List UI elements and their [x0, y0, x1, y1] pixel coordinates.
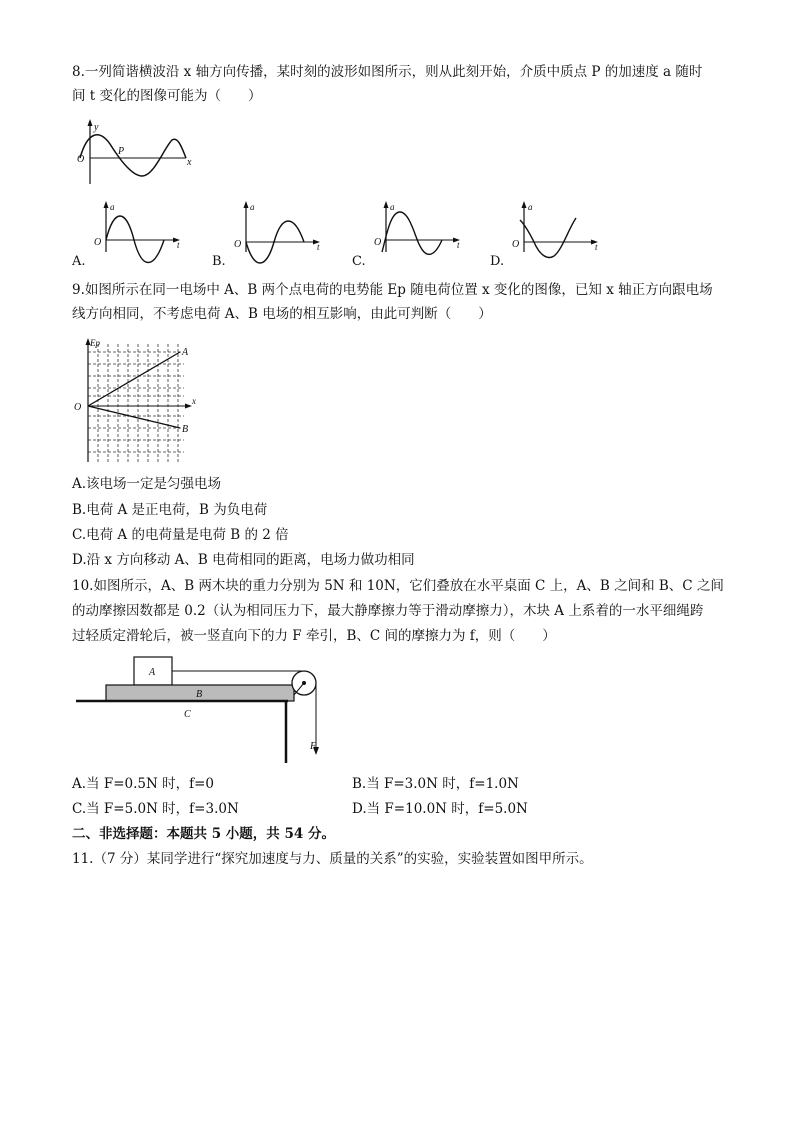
- graph-b-label: a: [250, 202, 255, 212]
- q8-option-b-label: B.: [212, 254, 226, 269]
- q10-stem-line1: 10.如图所示，A、B 两木块的重力分别为 5N 和 10N，它们叠放在水平桌面 C 上，A、B 之间和 B、C 之间: [72, 578, 724, 594]
- q8-option-a-graph: [92, 200, 187, 255]
- q9-option-d: D.沿 x 方向移动 A、B 电荷相同的距离，电场力做功相同: [72, 552, 415, 568]
- q10-stem-line3: 过轻质定滑轮后，被一竖直向下的力 F 牵引，B、C 间的摩擦力为 f，则（ ）: [72, 628, 556, 644]
- q11-stem: 11.（7 分）某同学进行“探究加速度与力、质量的关系”的实验，实验装置如图甲所示。: [72, 851, 593, 867]
- q8-option-d-label: D.: [490, 254, 505, 269]
- graph-a-label: a: [110, 202, 115, 212]
- q9-ep-graph: [70, 336, 205, 466]
- graph-c-label: a: [390, 202, 395, 212]
- q9-stem-line2: 线方向相同，不考虑电荷 A、B 电场的相互影响，由此可判断（ ）: [72, 306, 492, 322]
- q8-stem-line2: 间 t 变化的图像可能为（ ）: [72, 88, 262, 104]
- q10-option-c: C.当 F=5.0N 时，f=3.0N: [72, 801, 239, 817]
- ep-axis-label: Ep: [90, 338, 100, 348]
- x-axis-label: x: [192, 396, 196, 406]
- wave-p-label: P: [118, 146, 125, 157]
- q10-stem-line2: 的动摩擦因数都是 0.2（认为相同压力下，最大静摩擦力等于滑动摩擦力），木块 A 上系着的一水平细绳跨: [72, 603, 704, 619]
- q9-stem-line1: 9.如图所示在同一电场中 A、B 两个点电荷的电势能 Ep 随电荷位置 x 变化的图像，已知 x 轴正方向跟电场: [72, 282, 713, 298]
- q10-option-a: A.当 F=0.5N 时，f=0: [72, 776, 214, 792]
- q10-pulley-figure: [76, 655, 326, 770]
- q8-option-d-graph: [510, 200, 605, 255]
- q9-option-b: B.电荷 A 是正电荷，B 为负电荷: [72, 502, 268, 518]
- line-a-label: A: [182, 347, 189, 358]
- graph-c-t: t: [457, 240, 460, 250]
- q9-option-c: C.电荷 A 的电荷量是电荷 B 的 2 倍: [72, 527, 289, 543]
- block-b-label: B: [196, 689, 203, 700]
- wave-origin-label: O: [77, 154, 85, 165]
- q10-option-d: D.当 F=10.0N 时，f=5.0N: [352, 801, 528, 817]
- q10-option-b: B.当 F=3.0N 时，f=1.0N: [352, 776, 519, 792]
- graph-d-t: t: [595, 242, 598, 252]
- table-c-label: C: [184, 709, 191, 720]
- q9-option-a: A.该电场一定是匀强电场: [72, 476, 222, 492]
- q8-option-a-label: A.: [72, 254, 86, 269]
- q8-option-c-label: C.: [352, 254, 366, 269]
- graph-b-origin: O: [234, 239, 242, 250]
- q8-option-b-graph: [232, 200, 327, 255]
- origin-label: O: [74, 402, 82, 413]
- graph-d-label: a: [528, 202, 533, 212]
- graph-c-origin: O: [374, 237, 382, 248]
- graph-b-t: t: [317, 242, 320, 252]
- q8-option-c-graph: [372, 200, 467, 255]
- force-f-label: F: [310, 741, 317, 752]
- q8-wave-figure: [76, 118, 201, 190]
- section-2-heading: 二、非选择题：本题共 5 小题，共 54 分。: [72, 826, 335, 842]
- q8-stem-line1: 8.一列简谐横波沿 x 轴方向传播，某时刻的波形如图所示，则从此刻开始，介质中质点 P 的加速度 a 随时: [72, 64, 703, 80]
- wave-y-label: y: [94, 122, 99, 133]
- line-b-label: B: [182, 424, 189, 435]
- graph-a-t: t: [177, 240, 180, 250]
- block-a-label: A: [149, 667, 156, 678]
- wave-x-label: x: [187, 157, 192, 168]
- graph-a-origin: O: [94, 237, 102, 248]
- graph-d-origin: O: [512, 239, 520, 250]
